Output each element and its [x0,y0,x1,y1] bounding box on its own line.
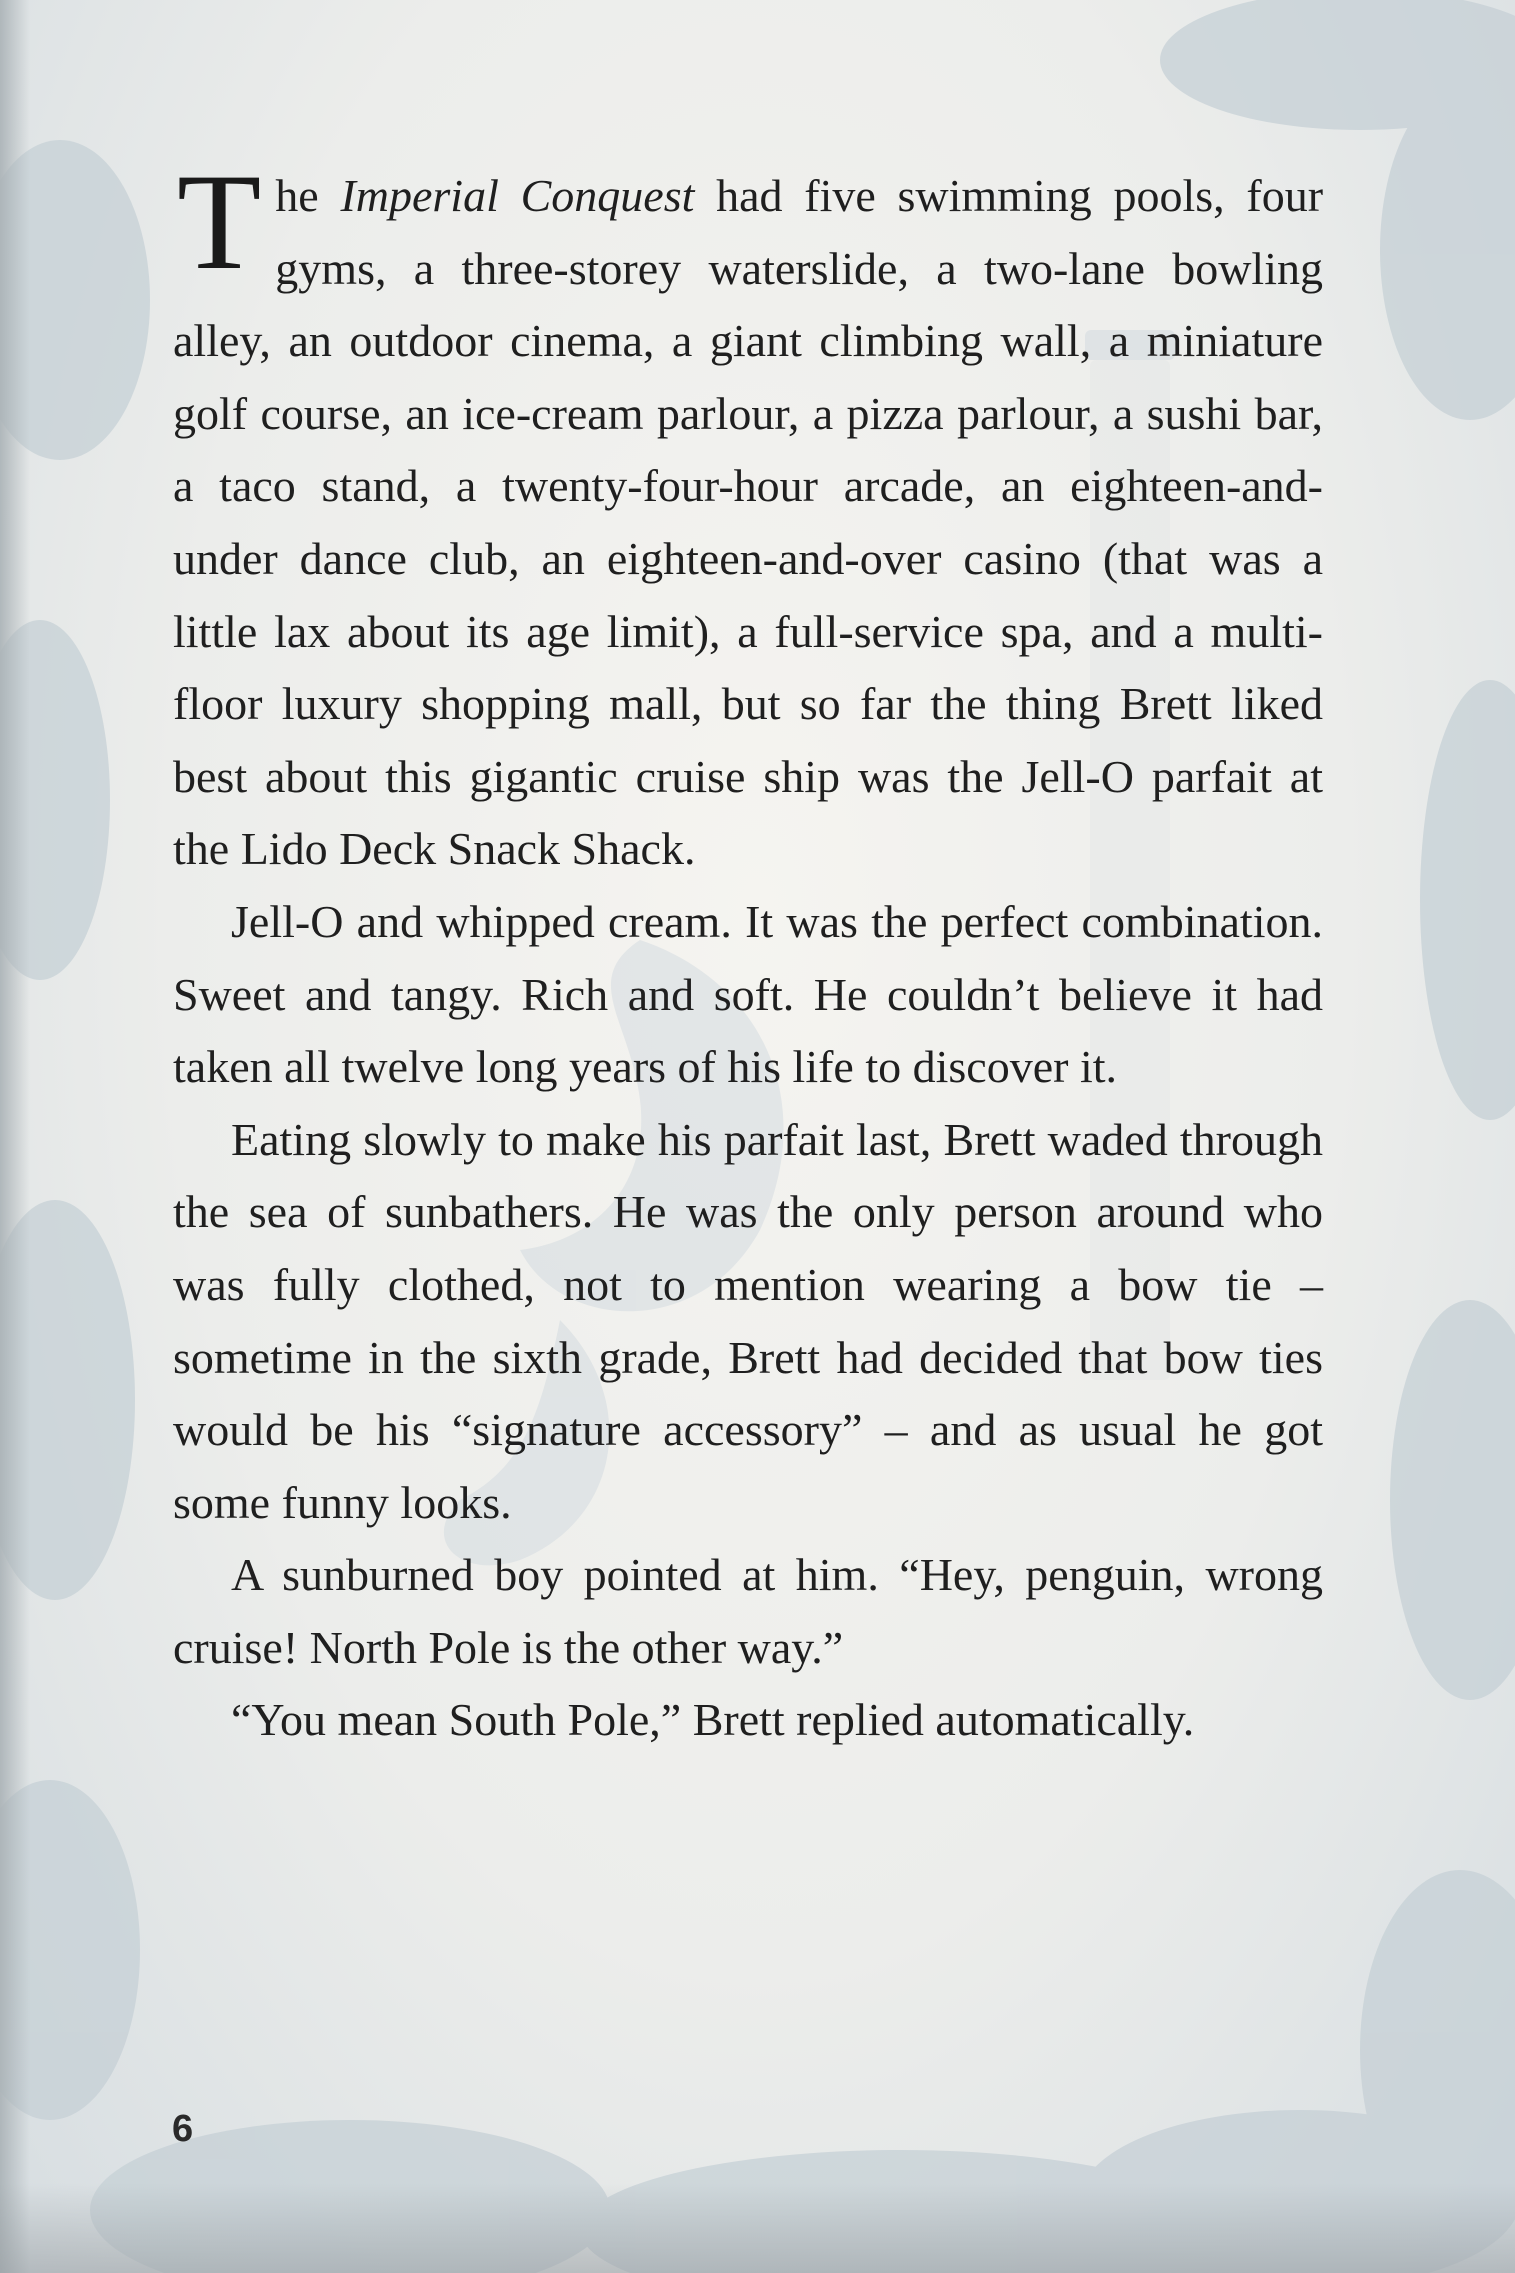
paragraph-5: “You mean South Pole,” Brett replied automatically. [231,1694,1195,1746]
paragraph-1-lead: he [275,170,341,221]
paragraph-1 [173,145,1324,886]
chapter-text [173,145,1324,1757]
paragraph-1-body: had five swimming pools, four gyms, a three-storey waterslide, a two-lane bowling alley, an outdoor cinema, a giant climbing wall, a miniature golf course, an ice-cream parlour, a pizza parlour, a sushi bar, a taco stand, a twenty-four-hour arcade, an eighteen-and-under dance club, an eighteen-and-over casino (that was a little lax about its age limit), a full-service spa, and a multi-floor luxury shopping mall, but so far the thing Brett liked best about this gigantic cruise ship was the Jell-O parfait at the Lido Deck Snack Shack. [173,170,1324,875]
paragraph-3: Eating slowly to make his parfait last, Brett waded through the sea of sunbathers. He was the only person around who was fully clothed, not to mention wearing a bow tie – sometime in the sixth grade, Brett had decided that bow ties would be his “signature accessory” – and as usual he got some funny looks. [173,1113,1323,1528]
paragraph-4: A sunburned boy pointed at him. “Hey, penguin, wrong cruise! North Pole is the other way.” [173,1549,1323,1673]
paragraph-2: Jell-O and whipped cream. It was the perfect combination. Sweet and tangy. Rich and soft. He couldn’t believe it had taken all twelve long years of his life to discover it. [173,895,1323,1093]
page-number: 6 [172,2108,194,2150]
drop-cap: T [177,145,262,298]
page-gutter-shadow [0,0,30,2273]
page-bottom-shadow [0,2183,1515,2273]
ship-name: Imperial Conquest [340,170,695,221]
